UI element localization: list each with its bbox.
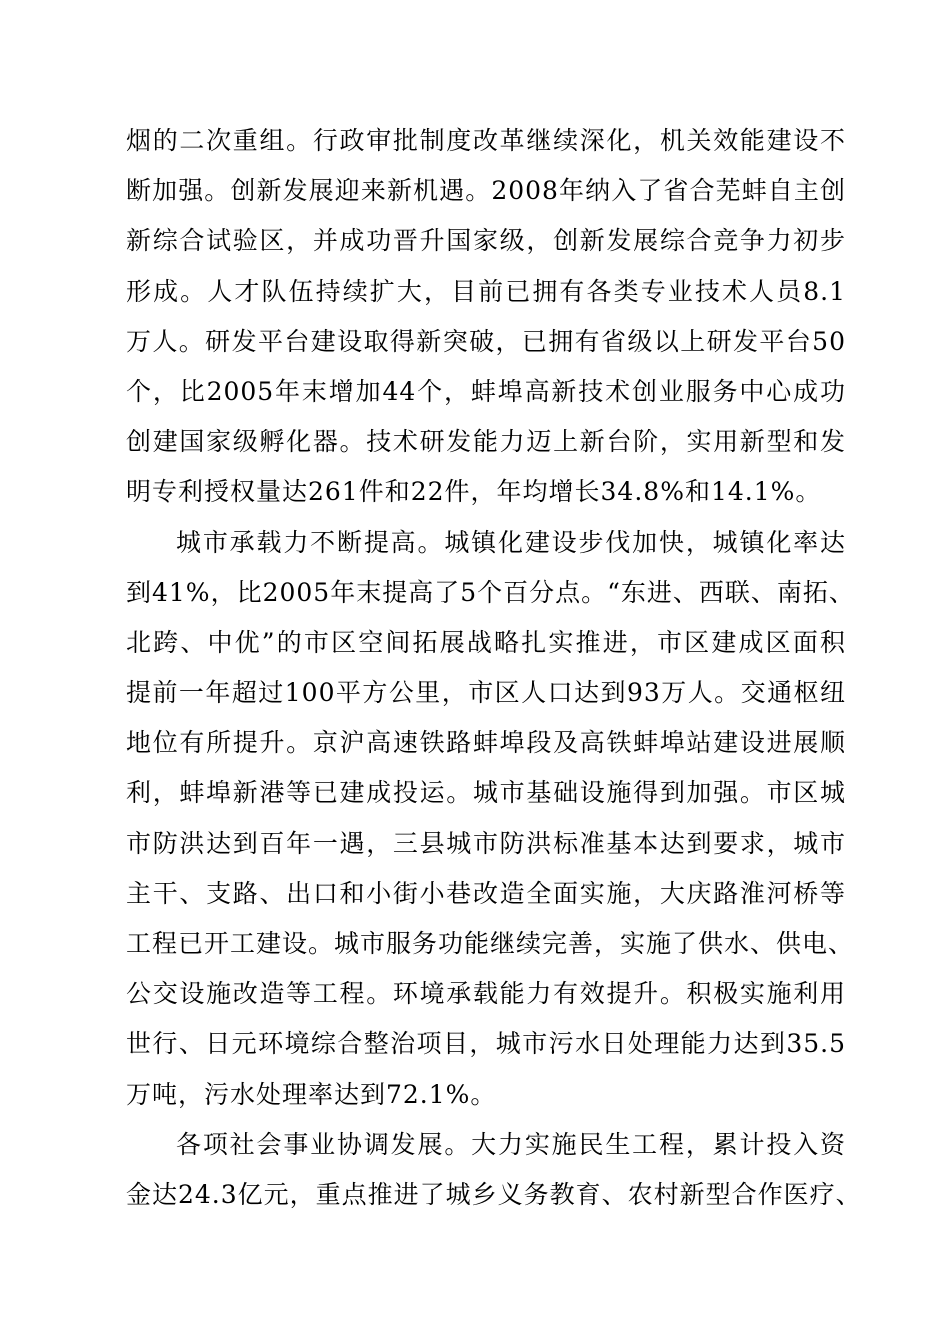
text-line: 明专利授权量达261件和22件，年均增长34.8%和14.1%。 bbox=[126, 477, 822, 507]
body-text bbox=[126, 120, 862, 1224]
text-line: 公交设施改造等工程。环境承载能力有效提升。积极实施利用 bbox=[126, 979, 846, 1009]
text-line: 主干、支路、出口和小街小巷改造全面实施，大庆路淮河桥等 bbox=[126, 878, 846, 908]
text-line: 世行、日元环境综合整治项目，城市污水日处理能力达到35.5 bbox=[126, 1029, 846, 1059]
text-line: 工程已开工建设。城市服务功能继续完善，实施了供水、供电、 bbox=[126, 929, 855, 958]
text-line: 到41%，比2005年末提高了5个百分点。“东进、西联、南拓、 bbox=[126, 577, 855, 607]
text-line: 个，比2005年末增加44个，蚌埠高新技术创业服务中心成功 bbox=[126, 376, 846, 406]
text-line: 万人。研发平台建设取得新突破，已拥有省级以上研发平台50 bbox=[126, 326, 846, 356]
text-line: 断加强。创新发展迎来新机遇。2008年纳入了省合芜蚌自主创 bbox=[126, 176, 846, 206]
text-line: 形成。人才队伍持续扩大，目前已拥有各类专业技术人员8.1 bbox=[126, 276, 846, 306]
text-line: 万吨，污水处理率达到72.1%。 bbox=[126, 1079, 497, 1109]
text-line: 市防洪达到百年一遇，三县城市防洪标准基本达到要求，城市 bbox=[126, 828, 846, 858]
text-line: 烟的二次重组。行政审批制度改革继续深化，机关效能建设不 bbox=[126, 126, 846, 155]
text-line: 利，蚌埠新港等已建成投运。城市基础设施得到加强。市区城 bbox=[126, 778, 846, 808]
text-line: 北跨、中优”的市区空间拓展战略扎实推进，市区建成区面积 bbox=[126, 627, 846, 657]
text-line: 新综合试验区，并成功晋升国家级，创新发展综合竞争力初步 bbox=[126, 226, 846, 256]
paragraph-start-line: 各项社会事业协调发展。大力实施民生工程，累计投入资 bbox=[176, 1129, 846, 1159]
text-line: 创建国家级孵化器。技术研发能力迈上新台阶，实用新型和发 bbox=[126, 427, 846, 457]
paragraph-start-line: 城市承载力不断提高。城镇化建设步伐加快，城镇化率达 bbox=[176, 527, 846, 557]
text-line: 金达24.3亿元，重点推进了城乡义务教育、农村新型合作医疗、 bbox=[126, 1179, 862, 1209]
text-line: 提前一年超过100平方公里，市区人口达到93万人。交通枢纽 bbox=[126, 678, 846, 708]
text-line: 地位有所提升。京沪高速铁路蚌埠段及高铁蚌埠站建设进展顺 bbox=[126, 728, 846, 758]
